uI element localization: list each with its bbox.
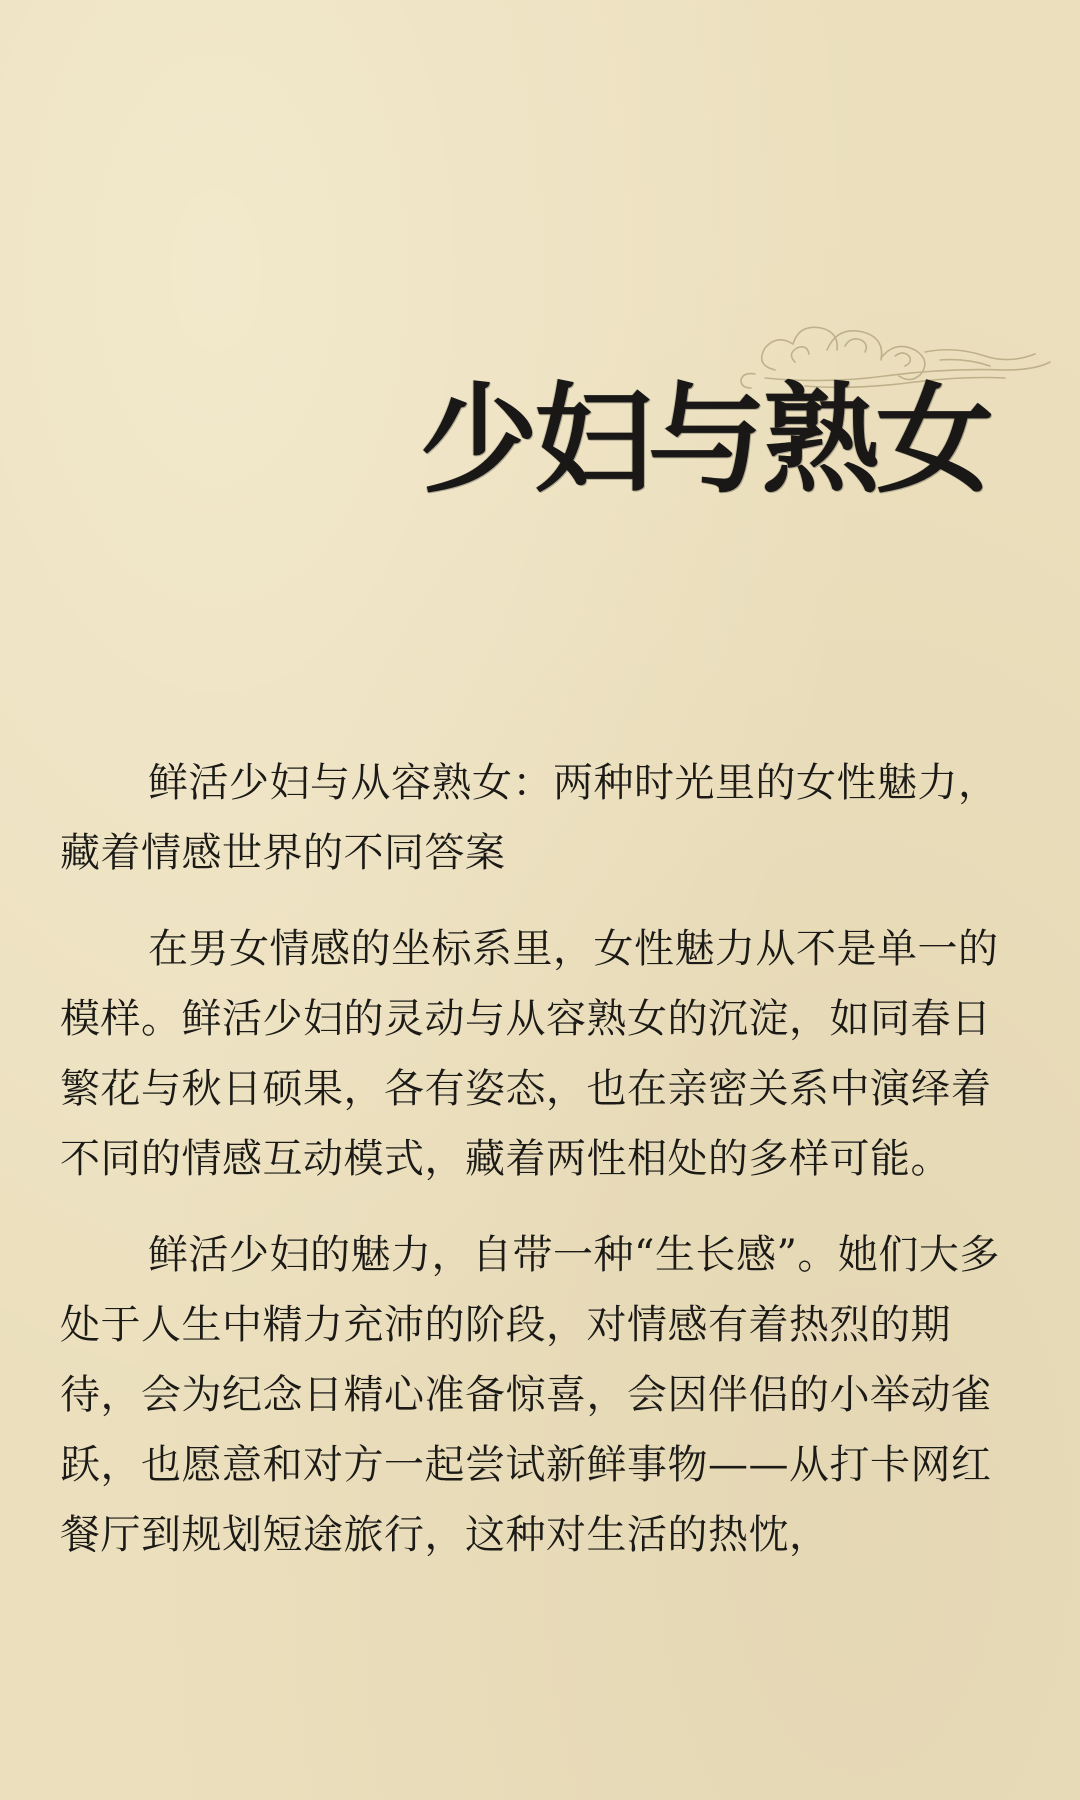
paragraph-3: 鲜活少妇的魅力，自带一种“生长感”。她们大多处于人生中精力充沛的阶段，对情感有着热烈的期待，会为纪念日精心准备惊喜，会因伴侣的小举动雀跃，也愿意和对方一起尝试新鲜事物——从打卡网红餐厅到规划短途旅行，这种对生活的热忱， [60,1232,1000,1558]
paragraph-1: 鲜活少妇与从容熟女：两种时光里的女性魅力，藏着情感世界的不同答案 [60,760,999,876]
article-body [60,748,1020,1596]
page-title: 少妇与熟女 [420,370,991,509]
paragraph-2: 在男女情感的坐标系里，女性魅力从不是单一的模样。鲜活少妇的灵动与从容熟女的沉淀，如同春日繁花与秋日硕果，各有姿态，也在亲密关系中演绎着不同的情感互动模式，藏着两性相处的多样可能。 [60,926,999,1182]
